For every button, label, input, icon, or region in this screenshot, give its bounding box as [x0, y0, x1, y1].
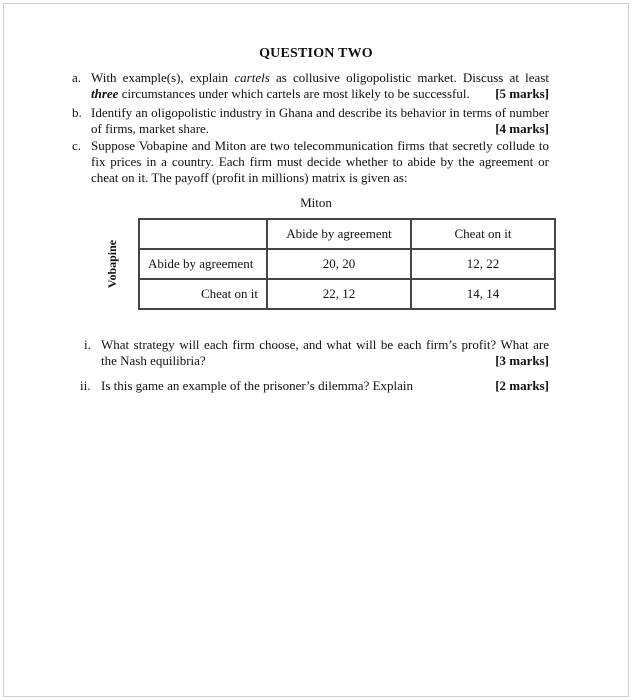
question-a — [72, 70, 549, 102]
question-b — [72, 105, 549, 137]
question-title: QUESTION TWO — [259, 46, 373, 61]
payoff-cell-abide-abide: 20, 20 — [267, 249, 411, 279]
payoff-cell-cheat-abide: 22, 12 — [267, 279, 411, 309]
question-a-label: a. — [72, 70, 82, 85]
question-c-label: c. — [72, 138, 82, 153]
payoff-cell-abide-cheat: 12, 22 — [411, 249, 555, 279]
question-c-text: Suppose Vobapine and Miton are two telecommunication firms that secretly collude to fix prices in a country. Each firm must decide whether to abide by the agreement or cheat on it. The payoff (profit in millions) matrix is given as: — [91, 138, 549, 185]
subquestion-i-label: i. — [84, 337, 91, 352]
matrix-corner-cell — [139, 219, 267, 249]
matrix-row-abide — [139, 249, 555, 279]
row-player-label: Vobapine — [105, 239, 119, 289]
subquestion-ii-text: Is this game an example of the prisoner’s dilemma? Explain — [101, 378, 414, 393]
row-header-abide: Abide by agreement — [139, 249, 267, 279]
question-a-marks: [5 marks] — [495, 86, 549, 101]
question-a-text-1: With example(s), explain — [91, 70, 235, 85]
question-a-three: three — [91, 86, 119, 101]
subquestion-i — [84, 337, 549, 369]
subquestion-i-text: What strategy will each firm choose, and what will be each firm’s profit? What are the Nash equilibria? — [101, 337, 549, 368]
question-a-text-2: as collusive oligopolistic market. Discuss at least — [269, 70, 549, 85]
question-b-label: b. — [72, 105, 82, 120]
col-header-abide: Abide by agreement — [267, 219, 411, 249]
col-header-cheat: Cheat on it — [411, 219, 555, 249]
payoff-cell-cheat-cheat: 14, 14 — [411, 279, 555, 309]
subquestion-ii-label: ii. — [80, 378, 91, 393]
question-c — [72, 138, 549, 186]
subquestion-ii — [80, 378, 549, 394]
question-a-text-3: circumstances under which cartels are most likely to be successful. — [118, 86, 470, 101]
subquestion-ii-marks: [2 marks] — [495, 378, 549, 393]
question-b-text: Identify an oligopolistic industry in Ghana and describe its behavior in terms of number of firms, market share. — [91, 105, 549, 136]
matrix-row-cheat — [139, 279, 555, 309]
question-b-marks: [4 marks] — [495, 121, 549, 136]
question-a-cartels: cartels — [234, 70, 270, 85]
subquestion-i-marks: [3 marks] — [495, 353, 549, 368]
payoff-matrix — [138, 218, 556, 310]
matrix-header-row — [139, 219, 555, 249]
column-player-label: Miton — [300, 195, 332, 210]
row-header-cheat: Cheat on it — [139, 279, 267, 309]
